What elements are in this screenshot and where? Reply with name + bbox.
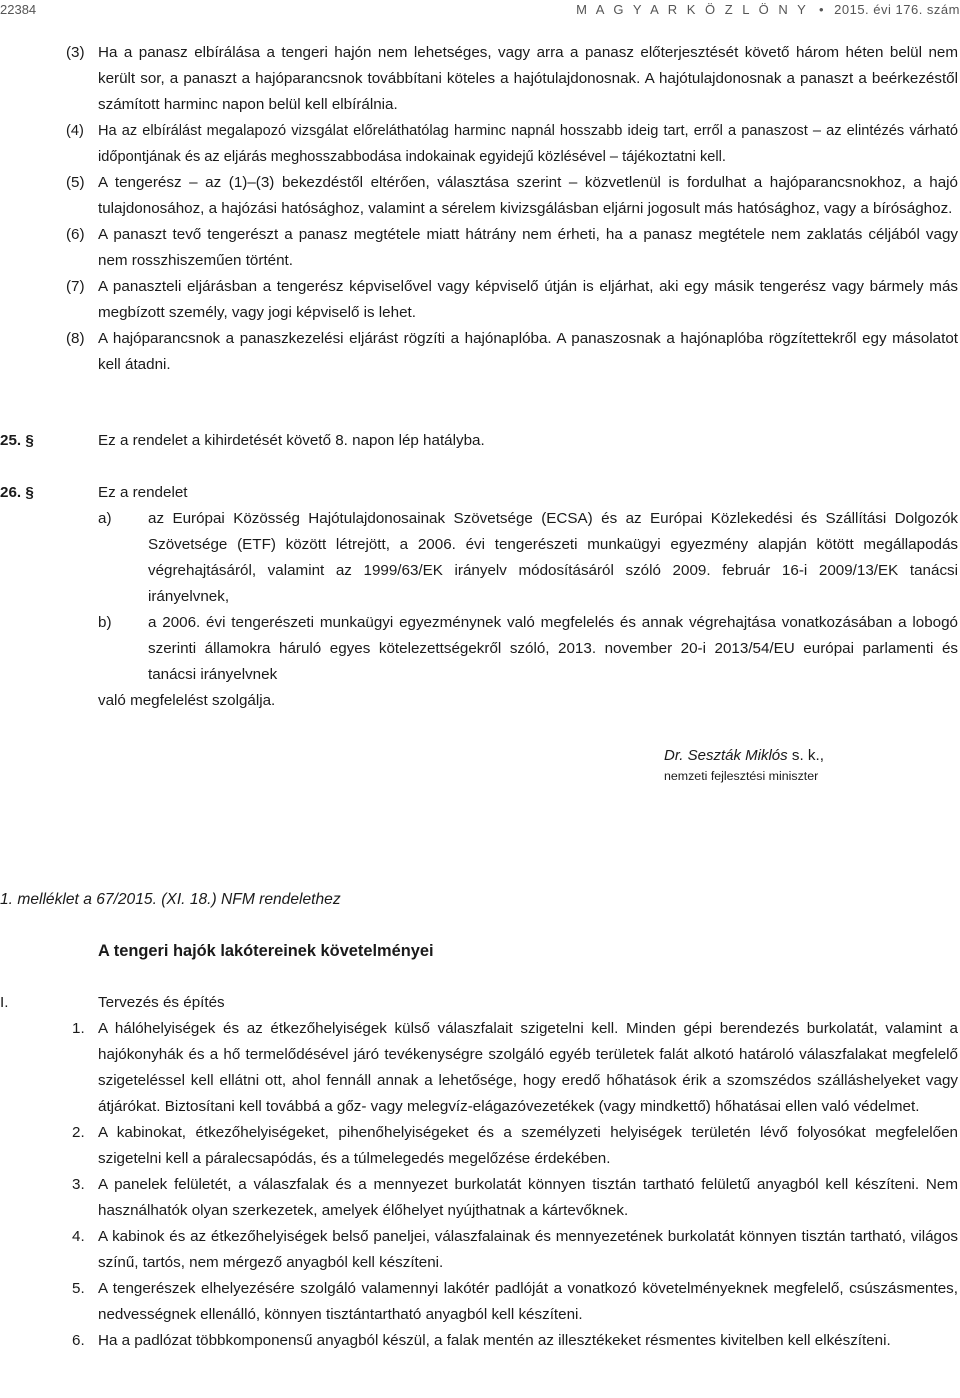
item-number: 3. bbox=[72, 1176, 85, 1193]
section-intro: Ez a rendelet bbox=[98, 484, 188, 501]
paragraph-3 bbox=[66, 40, 958, 118]
list-item bbox=[72, 1172, 958, 1224]
issue-number: 2015. évi 176. szám bbox=[834, 2, 960, 17]
paragraph-text: Ha a panasz elbírálása a tengeri hajón nem lehetséges, vagy arra a panasz előterjesztését követő három héten belül nem került sor, a panaszt a hajóparancsnok továbbítani köteles a hajótulajdonosnak. A hajótulajdonosnak a panaszt a beérkezéstől számított harminc napon belül kell elbírálnia. bbox=[98, 44, 958, 113]
item-text: Ha a padlózat többkomponensű anyagból készül, a falak mentén az illesztékeket résmentes kivitelben kell elkészíteni. bbox=[98, 1332, 891, 1349]
annex-section-number: I. bbox=[0, 994, 9, 1011]
item-text: A kabinokat, étkezőhelyiségeket, pihenőhelyiségeket és a személyzeti helyiségek területén lévő folyosókat megfelelően szigetelni kell a páralecsapódás, és a túlmelegedés megelőzése érdekében. bbox=[98, 1124, 958, 1167]
annex-title: A tengeri hajók lakótereinek követelményei bbox=[98, 942, 434, 960]
item-number: 1. bbox=[72, 1020, 85, 1037]
list-item bbox=[98, 610, 958, 688]
item-number: 6. bbox=[72, 1332, 85, 1349]
item-text: az Európai Közösség Hajótulajdonosainak Szövetsége (ECSA) és az Európai Közlekedési és Szállítási Dolgozók Szövetsége (ETF) között létrejött, a 2006. évi tengerészeti munkaügyi egyezmény alapján kötött megállapodás végrehajtásáról, valamint az 1999/63/EK irányelv módosításáról szóló 2009. február 16-i 2009/13/EK tanácsi irányelvnek, bbox=[148, 510, 958, 605]
item-number: 2. bbox=[72, 1124, 85, 1141]
list-item bbox=[72, 1120, 958, 1172]
paragraph-number: (6) bbox=[66, 226, 85, 243]
section-25 bbox=[0, 428, 958, 454]
annex-item-list bbox=[72, 1016, 958, 1354]
journal-masthead bbox=[576, 0, 960, 20]
paragraph-text: A tengerész – az (1)–(3) bekezdéstől eltérően, választása szerint – közvetlenül is fordulhat a hajóparancsnokhoz, a hajó tulajdonosához, a hajózási hatósághoz, valamint a sérelem kivizsgálásban eljárni jogosult más hatósághoz, vagy a bírósághoz. bbox=[98, 174, 958, 217]
item-text: A panelek felületét, a válaszfalak és a mennyezet burkolatát könnyen tisztán tartható felületű anyagból kell készíteni. Nem használhatók olyan szerkezetek, amelyek élőhelyet nyújthatnak a kártevőknek. bbox=[98, 1176, 958, 1219]
item-text: a 2006. évi tengerészeti munkaügyi egyezménynek való megfelelés és annak végrehajtása vonatkozásában a lobogó szerinti államokra háruló egyes kötelezettségekről szóló, 2013. november 20-i 2013/54/EU európai parlamenti és tanácsi irányelvnek bbox=[148, 614, 958, 683]
item-number: 4. bbox=[72, 1228, 85, 1245]
item-text: A tengerészek elhelyezésére szolgáló valamennyi lakótér padlóját a vonatkozó követelményeknek megfelelő, csúszásmentes, nedvességnek ellenálló, könnyen tisztántartható anyagból kell készíteni. bbox=[98, 1280, 958, 1323]
section-26 bbox=[0, 480, 958, 714]
journal-name: M A G Y A R K Ö Z L Ö N Y bbox=[576, 2, 809, 17]
item-text: A kabinok és az étkezőhelyiségek belső paneljei, válaszfalainak és mennyezetének burkolatát könnyen tisztán tartható, világos színű, tartós, nem mérgező anyagból kell készíteni. bbox=[98, 1228, 958, 1271]
signature-block bbox=[664, 743, 824, 783]
paragraph-number: (5) bbox=[66, 174, 85, 191]
paragraph-text: Ha az elbírálást megalapozó vizsgálat előreláthatólag harminc napnál hosszabb ideig tart, erről a panaszost – az elintézés várható időpontjának és az eljárás meghosszabbodása indokainak egyidejű közlésével – tájékoztatni kell. bbox=[98, 123, 958, 165]
section-items bbox=[98, 506, 958, 688]
header-bullet: • bbox=[818, 2, 825, 17]
paragraph-6 bbox=[66, 222, 958, 274]
item-label: b) bbox=[98, 614, 112, 631]
paragraph-4 bbox=[66, 118, 958, 170]
list-item bbox=[72, 1016, 958, 1120]
paragraph-number: (3) bbox=[66, 44, 85, 61]
list-item bbox=[72, 1328, 958, 1354]
section-text: Ez a rendelet a kihirdetését követő 8. napon lép hatályba. bbox=[98, 432, 485, 449]
section-number: 26. § bbox=[0, 484, 34, 501]
list-item bbox=[72, 1276, 958, 1328]
item-label: a) bbox=[98, 510, 112, 527]
list-item bbox=[98, 506, 958, 610]
paragraph-8 bbox=[66, 326, 958, 378]
paragraph-text: A hajóparancsnok a panaszkezelési eljárást rögzíti a hajónaplóba. A panaszosnak a hajónaplóba rögzítettekről egy másolatot kell átadni. bbox=[98, 330, 958, 373]
item-text: A hálóhelyiségek és az étkezőhelyiségek külső válaszfalait szigetelni kell. Minden gépi berendezés burkolatát, valamint a hajókonyhák és a hő termelődésével járó tevékenységre szolgáló egyéb területek falát alkotó határoló válaszfalakat megfelelő szigeteléssel kell ellátni ott, ahol fennáll annak a lehetősége, hogy eredő hőhatások érik a szomszédos szálláshelyeket vagy átjárókat. Biztosítani kell továbbá a gőz- vagy melegvíz-elágazóvezetékek (vagy mindkettő) hőhatásai ellen való védelmet. bbox=[98, 1020, 958, 1115]
section-closing: való megfelelést szolgálja. bbox=[98, 692, 276, 709]
paragraph-text: A panaszteli eljárásban a tengerész képviselővel vagy képviselő útján is eljárhat, aki egy másik tengerész vagy bármely más megbízott személy, vagy jogi képviselő is lehet. bbox=[98, 278, 958, 321]
section-number: 25. § bbox=[0, 432, 34, 449]
paragraph-number: (4) bbox=[66, 123, 84, 139]
paragraph-text: A panaszt tevő tengerészt a panasz megtétele miatt hátrány nem érheti, ha a panasz megtétele nem zaklatás céljából vagy nem rosszhiszeműen történt. bbox=[98, 226, 958, 269]
signatory-name: Dr. Seszták Miklós bbox=[664, 747, 788, 764]
page-number: 22384 bbox=[0, 2, 37, 17]
signatory-title: nemzeti fejlesztési miniszter bbox=[664, 769, 819, 783]
item-number: 5. bbox=[72, 1280, 85, 1297]
paragraph-number: (7) bbox=[66, 278, 85, 295]
list-item bbox=[72, 1224, 958, 1276]
annex-reference: 1. melléklet a 67/2015. (XI. 18.) NFM rendelethez bbox=[0, 891, 341, 908]
annex-section-title: Tervezés és építés bbox=[98, 994, 225, 1011]
paragraph-7 bbox=[66, 274, 958, 326]
signatory-suffix: s. k., bbox=[787, 747, 824, 764]
page-header bbox=[0, 0, 960, 20]
paragraph-5 bbox=[66, 170, 958, 222]
paragraph-number: (8) bbox=[66, 330, 85, 347]
paragraph-list bbox=[66, 40, 958, 378]
